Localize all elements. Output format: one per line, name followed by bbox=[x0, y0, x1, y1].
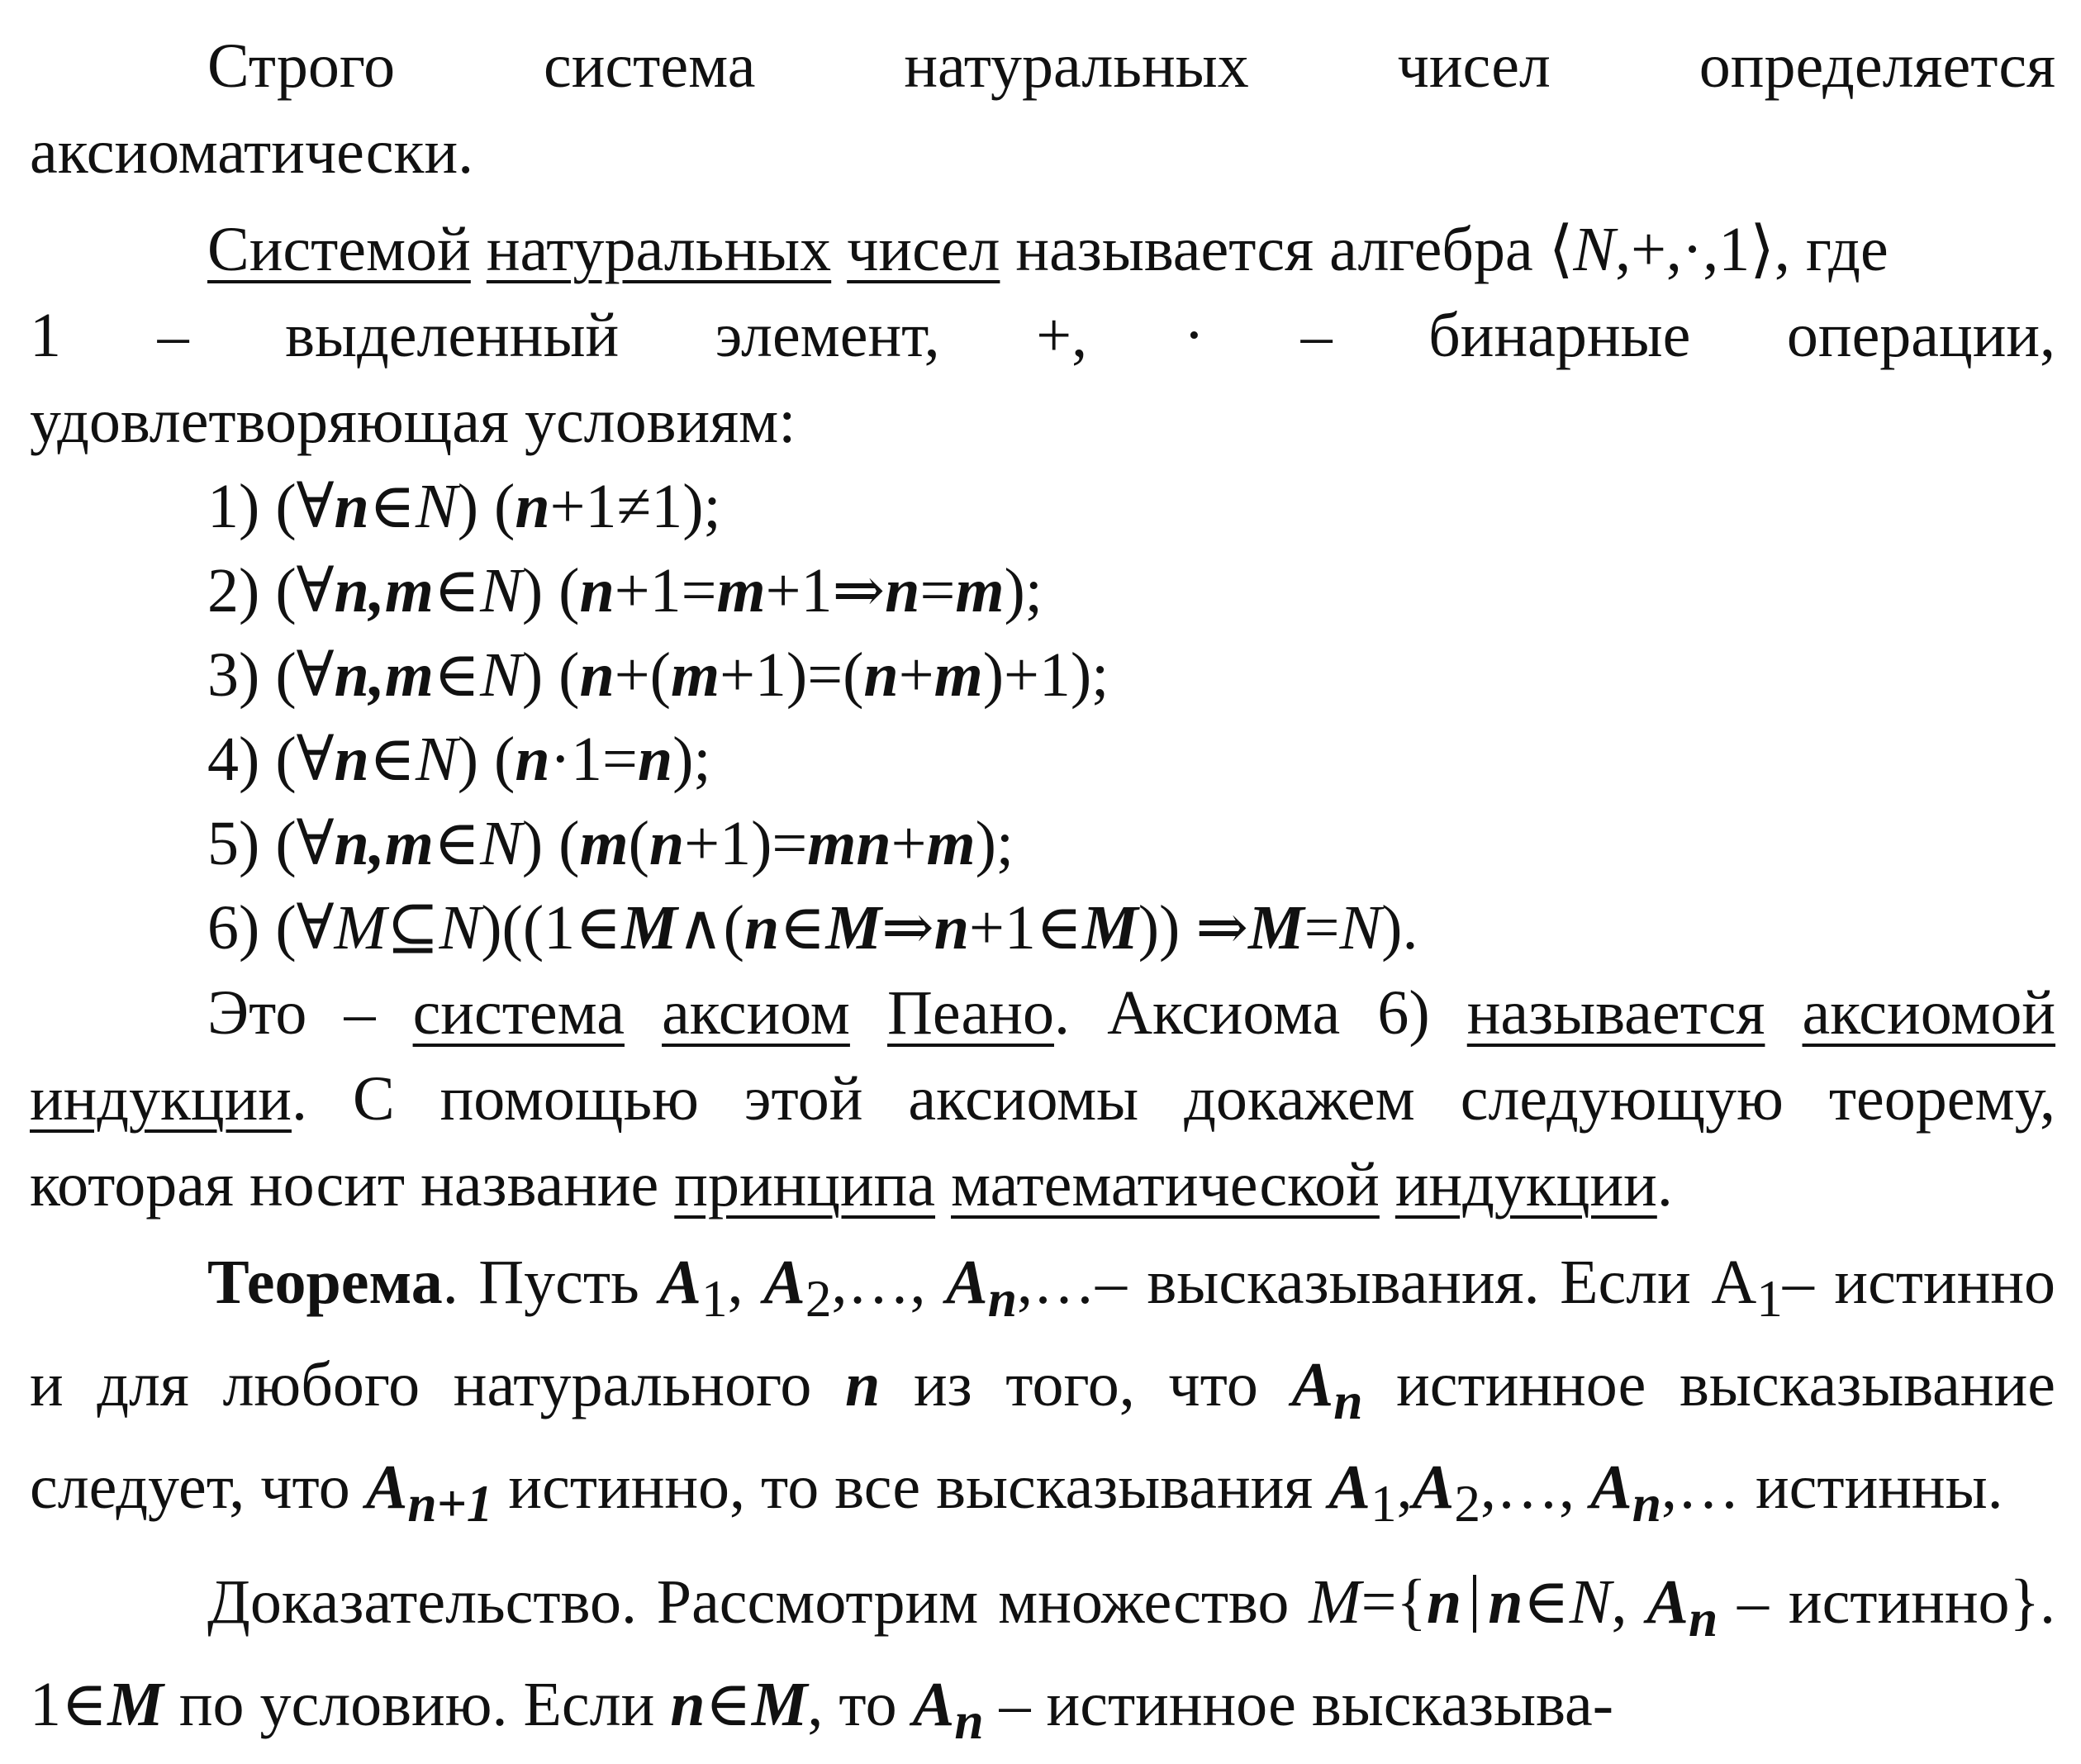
text: ). bbox=[1381, 893, 1418, 963]
word: операции, bbox=[1786, 301, 2056, 370]
math-set: M bbox=[1309, 1567, 1361, 1637]
axiom-number: 2) bbox=[207, 556, 260, 625]
subscript: 1 bbox=[1370, 1475, 1397, 1533]
word: натуральных bbox=[904, 31, 1249, 101]
text: ∈ bbox=[705, 1669, 752, 1739]
text: . Аксиома 6) bbox=[1053, 978, 1467, 1048]
subscript: n bbox=[987, 1270, 1017, 1329]
text: из того, что bbox=[880, 1350, 1292, 1420]
term-underlined: математической bbox=[951, 1150, 1380, 1220]
term-underlined: чисел bbox=[847, 215, 1000, 284]
text: (∀ bbox=[259, 556, 335, 625]
math-set: N bbox=[480, 640, 522, 710]
text: ∈ bbox=[433, 809, 481, 878]
text: – bbox=[1782, 1248, 1814, 1317]
text: ⊆ bbox=[386, 893, 439, 963]
math-var: n,m bbox=[334, 556, 434, 625]
term-underlined: натуральных bbox=[486, 215, 832, 284]
text: ); bbox=[672, 725, 711, 794]
term-underlined: система bbox=[412, 978, 625, 1048]
text: . bbox=[1656, 1150, 1673, 1220]
axiom-6 bbox=[30, 886, 2055, 970]
text: ∈ bbox=[368, 472, 416, 541]
math-set: M bbox=[825, 893, 882, 963]
term-underlined: аксиомой bbox=[1802, 978, 2056, 1048]
text: = bbox=[1304, 893, 1340, 963]
text: ·1= bbox=[549, 725, 638, 794]
word: определяется bbox=[1699, 31, 2056, 101]
text: ,…, bbox=[831, 1248, 946, 1317]
math-var: A bbox=[1328, 1453, 1371, 1523]
math-var: n bbox=[670, 1669, 706, 1739]
word: Строго bbox=[207, 31, 396, 101]
math-var: m bbox=[716, 556, 766, 625]
math-var: n,m bbox=[334, 640, 434, 710]
math-var: n bbox=[863, 640, 899, 710]
math-var: m bbox=[579, 809, 629, 878]
math-var: m bbox=[934, 640, 983, 710]
math-var: n bbox=[334, 472, 369, 541]
text: (∀ bbox=[259, 893, 335, 963]
subscript: n bbox=[954, 1691, 984, 1750]
text: ,… истинны. bbox=[1661, 1453, 2003, 1523]
text: ) ( bbox=[521, 809, 580, 878]
text: ∧( bbox=[677, 893, 744, 963]
text: ,…, bbox=[1480, 1453, 1591, 1523]
math-var: m bbox=[955, 556, 1005, 625]
math-symbol: N bbox=[1573, 215, 1616, 284]
word: 1 bbox=[30, 301, 61, 370]
text: ( bbox=[628, 809, 649, 878]
text: )) ⇒ bbox=[1138, 893, 1248, 963]
text: по условию. Если bbox=[163, 1669, 671, 1739]
math-set: M bbox=[621, 893, 677, 963]
math-var: n bbox=[885, 556, 920, 625]
math-set: M bbox=[1082, 893, 1138, 963]
term-underlined: принципа bbox=[674, 1150, 936, 1220]
math-var: A bbox=[912, 1669, 955, 1739]
word: элемент, bbox=[715, 301, 940, 370]
text: которая носит название bbox=[30, 1150, 675, 1220]
axiom-4 bbox=[30, 717, 2055, 801]
text: истинно}. 1∈ bbox=[30, 1567, 2056, 1739]
subscript: n bbox=[1333, 1372, 1363, 1431]
text: высказывание следует, что bbox=[30, 1350, 2055, 1523]
axiom-number: 1) bbox=[207, 472, 260, 541]
math-set: N bbox=[480, 809, 522, 878]
word: система bbox=[544, 31, 756, 101]
math-set: N bbox=[416, 725, 458, 794]
text: – bbox=[1718, 1567, 1770, 1637]
text: Это – bbox=[207, 978, 413, 1048]
paragraph-peano bbox=[30, 970, 2055, 1228]
term-underlined: Системой bbox=[207, 215, 471, 284]
text: истинное bbox=[1362, 1350, 1646, 1420]
math-var: n bbox=[515, 472, 550, 541]
math-var: A bbox=[1412, 1453, 1455, 1523]
term-underlined: индукции bbox=[1394, 1150, 1657, 1220]
text: +1∈ bbox=[969, 893, 1083, 963]
math-set: M bbox=[107, 1669, 164, 1739]
paragraph-definition bbox=[30, 207, 2055, 292]
document-page bbox=[30, 23, 2055, 1764]
math-set: N bbox=[480, 556, 522, 625]
math-set: M bbox=[1248, 893, 1304, 963]
math-var: n bbox=[744, 893, 780, 963]
paragraph-theorem: Теорема. Пусть $A_1$, $A_2,\dots$, $A_n,\dots-$ высказывания. Если $A_1-$ истинно и для любого натурального n из того, что $A_n$ истинное высказывание следует, что $A_{n+1}$ истинно, то все высказывания $A_1,A_2,\dots$, $A_n,\dots$ истинны. bbox=[30, 1248, 2056, 1533]
text: (∀ bbox=[259, 640, 335, 710]
text: истинно, то все высказывания bbox=[492, 1453, 1314, 1523]
axiom-number: 5) bbox=[207, 809, 260, 878]
math-var: n bbox=[637, 725, 673, 794]
math-set: N bbox=[1339, 893, 1382, 963]
text: ) ( bbox=[457, 725, 515, 794]
text: ∈ bbox=[1523, 1567, 1570, 1637]
paragraph-intro-line2: аксиоматически. bbox=[30, 117, 474, 187]
text: ,+,·,1⟩, где bbox=[1615, 215, 1889, 284]
text: ⇒ bbox=[881, 893, 934, 963]
text: +( bbox=[614, 640, 671, 710]
text: (∀ bbox=[259, 809, 335, 878]
text: ∈ bbox=[779, 893, 826, 963]
word: – bbox=[1300, 301, 1333, 370]
axiom-5 bbox=[30, 801, 2055, 886]
text: истинно и для любого натурального bbox=[30, 1248, 2056, 1420]
math-set: M bbox=[334, 893, 387, 963]
math-var: A bbox=[1291, 1350, 1334, 1420]
text: , bbox=[727, 1248, 764, 1317]
text: ∈ bbox=[368, 725, 416, 794]
text: . С помощью этой аксиомы докажем следующую теорему, bbox=[291, 1064, 2055, 1134]
word: бинарные bbox=[1428, 301, 1691, 370]
subscript: n bbox=[1688, 1589, 1718, 1648]
word: +, bbox=[1036, 301, 1088, 370]
term-underlined: называется bbox=[1466, 978, 1765, 1048]
math-set: N bbox=[416, 472, 458, 541]
term-underlined: аксиом bbox=[662, 978, 850, 1048]
word: – bbox=[157, 301, 189, 370]
math-var: n bbox=[515, 725, 550, 794]
math-var: n bbox=[1426, 1567, 1462, 1637]
text: = bbox=[919, 556, 956, 625]
text: ∈ bbox=[433, 640, 481, 710]
text: ,…– высказывания. Если A bbox=[1016, 1248, 1757, 1317]
text: ) ( bbox=[457, 472, 515, 541]
axiom-number: 6) bbox=[207, 893, 260, 963]
subscript: 2 bbox=[805, 1270, 832, 1329]
text: +1≠1); bbox=[549, 472, 721, 541]
math-var: n bbox=[649, 809, 685, 878]
term-underlined: Пеано bbox=[887, 978, 1054, 1048]
text: +1⇒ bbox=[765, 556, 886, 625]
text: + bbox=[898, 640, 934, 710]
math-var: n bbox=[934, 893, 969, 963]
math-var: A bbox=[659, 1248, 701, 1317]
math-var: n bbox=[579, 556, 615, 625]
text: (∀ bbox=[259, 725, 335, 794]
math-set: M bbox=[751, 1669, 808, 1739]
axiom-number: 4) bbox=[207, 725, 260, 794]
text: , то bbox=[807, 1669, 913, 1739]
text: ={ bbox=[1361, 1567, 1427, 1637]
text: ) ( bbox=[521, 640, 580, 710]
text: +1)= bbox=[684, 809, 808, 878]
text: )+1); bbox=[982, 640, 1109, 710]
math-var: n bbox=[845, 1350, 881, 1420]
math-var: mn bbox=[807, 809, 891, 878]
subscript: 1 bbox=[1756, 1270, 1783, 1329]
subscript: n bbox=[1632, 1475, 1661, 1533]
definition-line3: удовлетворяющая условиям: bbox=[30, 387, 796, 456]
math-var: n,m bbox=[334, 809, 434, 878]
math-set: N bbox=[439, 893, 482, 963]
set-builder-bar bbox=[1473, 1575, 1476, 1633]
text: Доказательство. Рассмотрим множество bbox=[207, 1567, 1309, 1637]
subscript: 1 bbox=[701, 1270, 728, 1329]
math-var: m bbox=[670, 640, 720, 710]
axiom-3 bbox=[30, 633, 2055, 717]
text: называется алгебра ⟨ bbox=[1000, 215, 1574, 284]
math-var: n bbox=[1488, 1567, 1523, 1637]
theorem-label: Теорема bbox=[207, 1248, 443, 1317]
paragraph-intro bbox=[30, 23, 2055, 109]
math-var: A bbox=[365, 1453, 408, 1523]
word: выделенный bbox=[285, 301, 620, 370]
subscript: n+1 bbox=[407, 1475, 493, 1533]
paragraph-proof bbox=[30, 1559, 2055, 1764]
subscript: 2 bbox=[1454, 1475, 1481, 1533]
text: . Пусть bbox=[442, 1248, 660, 1317]
math-var: A bbox=[1590, 1453, 1632, 1523]
math-var: n bbox=[579, 640, 615, 710]
text: )((1∈ bbox=[481, 893, 622, 963]
text: , bbox=[1611, 1567, 1647, 1637]
math-var: A bbox=[763, 1248, 805, 1317]
text: +1)=( bbox=[720, 640, 864, 710]
math-var: A bbox=[1646, 1567, 1689, 1637]
text: ∈ bbox=[433, 556, 481, 625]
axiom-number: 3) bbox=[207, 640, 260, 710]
text: – истинное высказыва- bbox=[983, 1669, 1614, 1739]
text: ); bbox=[975, 809, 1014, 878]
word: чисел bbox=[1397, 31, 1551, 101]
math-var: n bbox=[334, 725, 369, 794]
text: ); bbox=[1004, 556, 1043, 625]
definition-line2 bbox=[30, 292, 2055, 378]
math-set: N bbox=[1569, 1567, 1612, 1637]
text: ) ( bbox=[521, 556, 580, 625]
axiom-2 bbox=[30, 549, 2055, 633]
math-var: m bbox=[926, 809, 976, 878]
text: + bbox=[891, 809, 927, 878]
text: (∀ bbox=[259, 472, 335, 541]
term-underlined: индукции bbox=[30, 1064, 292, 1134]
word: · bbox=[1183, 301, 1204, 370]
math-var: A bbox=[946, 1248, 988, 1317]
axiom-1 bbox=[30, 464, 2055, 549]
text: +1= bbox=[614, 556, 717, 625]
